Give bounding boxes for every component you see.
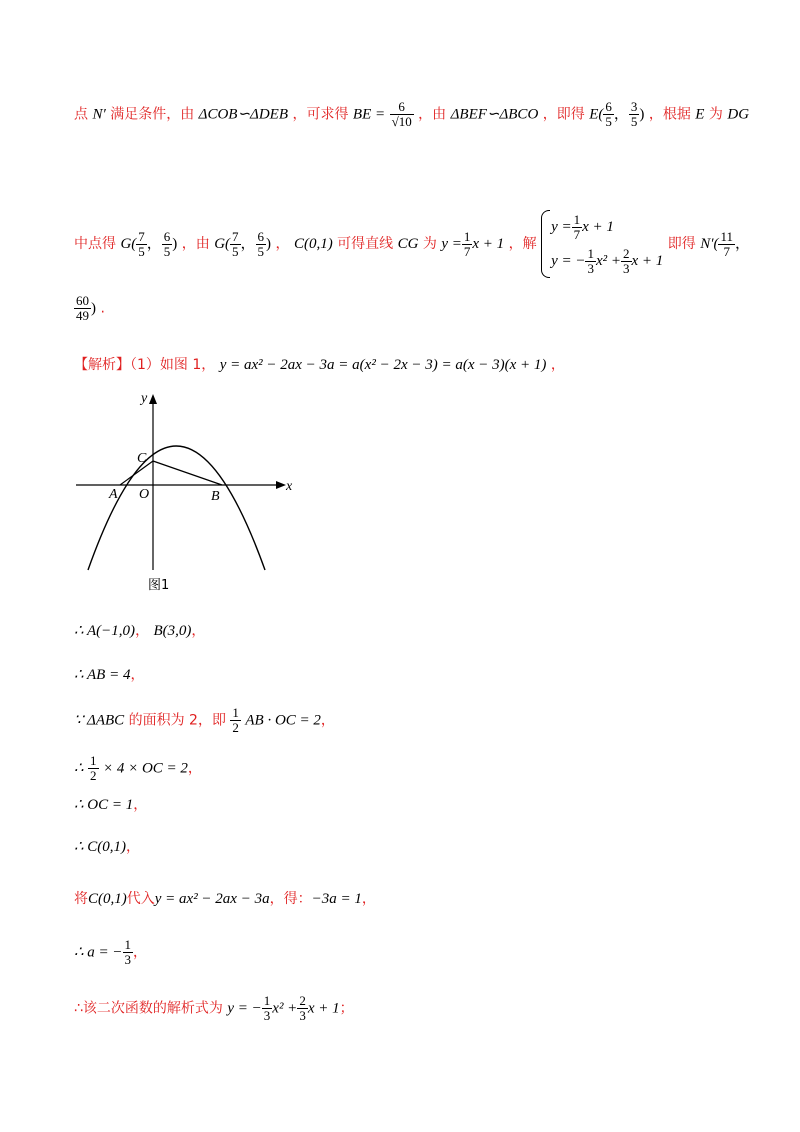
para1-text: 满足条件，由 bbox=[110, 106, 195, 123]
para1-line bbox=[74, 100, 749, 129]
para1-text: 点 bbox=[74, 106, 88, 123]
step-9-formula-a: y = − bbox=[227, 1000, 262, 1017]
para1-text: ，可求得 bbox=[292, 106, 349, 123]
para2-text: . bbox=[100, 300, 105, 317]
similar-triangles-1: ΔCOB∽ΔDEB bbox=[198, 106, 288, 123]
n-close: ) bbox=[91, 300, 96, 317]
step-3 bbox=[74, 706, 335, 735]
step-2-text: ， bbox=[130, 667, 145, 683]
line-rest: x + 1 bbox=[472, 236, 505, 252]
e-close: ) bbox=[639, 106, 645, 123]
step-1-formula-a: ∴ A(−1,0) bbox=[74, 623, 136, 639]
analysis-tag: 【解析】 bbox=[74, 357, 130, 373]
para2-text: ， bbox=[275, 236, 290, 252]
step-9-text-2: ； bbox=[339, 1000, 354, 1017]
analysis-line bbox=[74, 356, 565, 374]
step-3-fraction: $\frac{1}{2}$ bbox=[232, 705, 239, 735]
x-axis-label: x bbox=[286, 479, 293, 494]
e-y-fraction: $\frac{3}{5}$ bbox=[630, 99, 638, 129]
para2-line-2 bbox=[74, 294, 105, 323]
step-9-fraction-2: $\frac{2}{3}$ bbox=[299, 993, 306, 1023]
step-7-text-3: ，得： bbox=[269, 891, 312, 907]
n-prime: N′ bbox=[92, 106, 106, 123]
y-axis-arrow-icon bbox=[149, 394, 157, 404]
step-2 bbox=[74, 666, 144, 684]
step-8-text: ， bbox=[133, 944, 148, 961]
y-axis-label: y bbox=[141, 392, 148, 406]
g2-x-fraction: $\frac{7}{5}$ bbox=[232, 228, 239, 259]
g2-y-fraction: $\frac{6}{5}$ bbox=[257, 228, 265, 259]
system-brace bbox=[541, 210, 550, 278]
analysis-text: （1）如图 1， bbox=[130, 357, 216, 373]
step-6-text: ， bbox=[126, 839, 141, 855]
n-y-fraction: $\frac{60}{49}$ bbox=[76, 293, 89, 323]
para2-text: 即得 bbox=[667, 236, 696, 252]
step-7-text-2: 代入 bbox=[126, 891, 155, 907]
para1-text: 为 bbox=[708, 106, 723, 123]
step-4-formula: × 4 × OC = 2 bbox=[102, 760, 188, 777]
step-7-function: y = ax² − 2ax − 3a bbox=[154, 891, 270, 907]
x-axis-arrow-icon bbox=[276, 481, 286, 489]
step-4-fraction: $\frac{1}{2}$ bbox=[90, 753, 97, 783]
figure-1 bbox=[74, 392, 304, 622]
step-5 bbox=[74, 796, 147, 814]
point-b-label: B bbox=[211, 489, 220, 504]
step-4-text: ， bbox=[187, 760, 202, 777]
step-7-point: C(0,1) bbox=[88, 891, 127, 907]
point-e: E( bbox=[589, 106, 604, 123]
step-1-text-2: ， bbox=[191, 623, 206, 639]
line-cg: CG bbox=[397, 236, 419, 252]
dg: DG bbox=[727, 106, 750, 123]
step-3-text: 的面积为 2，即 bbox=[128, 712, 226, 729]
step-2-formula: ∴ AB = 4 bbox=[74, 667, 131, 683]
step-7-text-4: ， bbox=[361, 891, 376, 907]
line-eq: y = bbox=[441, 236, 462, 252]
step-3-formula-b: AB · OC = 2 bbox=[245, 712, 321, 729]
segment-cb bbox=[153, 461, 222, 485]
step-9-formula-c: x + 1 bbox=[307, 1000, 340, 1017]
line-fraction: $\frac{1}{7}$ bbox=[463, 228, 471, 259]
parabola-curve bbox=[88, 446, 265, 570]
analysis-text: ， bbox=[550, 357, 565, 373]
step-1-formula-b: B(3,0) bbox=[153, 623, 192, 639]
step-6-formula: ∴ C(0,1) bbox=[74, 839, 127, 855]
para2-text: 可得直线 bbox=[337, 236, 394, 252]
e-x-fraction: $\frac{6}{5}$ bbox=[605, 99, 612, 129]
step-4-therefore: ∴ bbox=[74, 760, 84, 777]
system-row-2: y = − $\frac{1}{3}$ x² + $\frac{2}{3}$ x + 1 bbox=[551, 245, 664, 276]
step-1-text: ， bbox=[135, 623, 150, 639]
para1-text: ，根据 bbox=[648, 106, 691, 123]
system-row-1: y = $\frac{1}{7}$ x + 1 bbox=[551, 211, 614, 242]
g2-sep: ， bbox=[240, 236, 256, 252]
para1-text: ，由 bbox=[418, 106, 447, 123]
e-sep: ， bbox=[613, 106, 629, 123]
para2-text: ，解 bbox=[508, 236, 537, 252]
point-c-label: C bbox=[137, 451, 147, 466]
step-9-fraction-1: $\frac{1}{3}$ bbox=[263, 993, 271, 1023]
para1-text: ，即得 bbox=[542, 106, 585, 123]
step-8-fraction: $\frac{1}{3}$ bbox=[124, 937, 132, 967]
g-x-fraction: $\frac{7}{5}$ bbox=[138, 228, 145, 259]
step-9-formula-b: x² + bbox=[272, 1000, 298, 1017]
similar-triangles-2: ΔBEF∽ΔBCO bbox=[450, 106, 539, 123]
step-5-text: ， bbox=[133, 797, 148, 813]
step-8-formula: ∴ a = − bbox=[74, 944, 123, 961]
point-n: N′( bbox=[700, 236, 719, 252]
be-label: BE = bbox=[352, 106, 386, 123]
step-9 bbox=[74, 994, 354, 1023]
step-7-text: 将 bbox=[74, 891, 88, 907]
be-fraction: $\frac{6}{√10}$ bbox=[391, 99, 412, 129]
step-7 bbox=[74, 890, 376, 908]
g-sep: ， bbox=[146, 236, 162, 252]
analysis-formula: y = ax² − 2ax − 3a = a(x² − 2x − 3) = a(x − 3)(x + 1) bbox=[219, 357, 547, 373]
figure-caption: 图1 bbox=[148, 578, 170, 593]
e-var: E bbox=[695, 106, 705, 123]
para2-text: 为 bbox=[422, 236, 437, 252]
point-o-label: O bbox=[139, 487, 150, 502]
step-7-result: −3a = 1 bbox=[311, 891, 362, 907]
point-g2: G( bbox=[214, 236, 231, 252]
step-5-formula: ∴ OC = 1 bbox=[74, 797, 134, 813]
step-9-text: ∴该二次函数的解析式为 bbox=[74, 1000, 223, 1017]
equation-system bbox=[541, 210, 663, 278]
n-x-fraction: $\frac{11}{7}$ bbox=[720, 228, 734, 259]
g-close: ) bbox=[172, 236, 178, 252]
step-3-text-2: ， bbox=[320, 712, 335, 729]
g-y-fraction: $\frac{6}{5}$ bbox=[163, 228, 171, 259]
para2-line bbox=[74, 210, 750, 278]
para2-text: ，由 bbox=[181, 236, 210, 252]
point-g: G( bbox=[120, 236, 137, 252]
point-c: C(0,1) bbox=[293, 236, 333, 252]
step-3-formula-a: ∵ ΔABC bbox=[74, 712, 125, 729]
step-8 bbox=[74, 938, 147, 967]
point-a-label: A bbox=[109, 487, 118, 502]
step-4 bbox=[74, 754, 202, 783]
para2-text: 中点得 bbox=[74, 236, 116, 252]
step-1 bbox=[74, 622, 205, 640]
step-6 bbox=[74, 838, 140, 856]
n-sep: ， bbox=[735, 236, 751, 252]
g2-close: ) bbox=[266, 236, 272, 252]
